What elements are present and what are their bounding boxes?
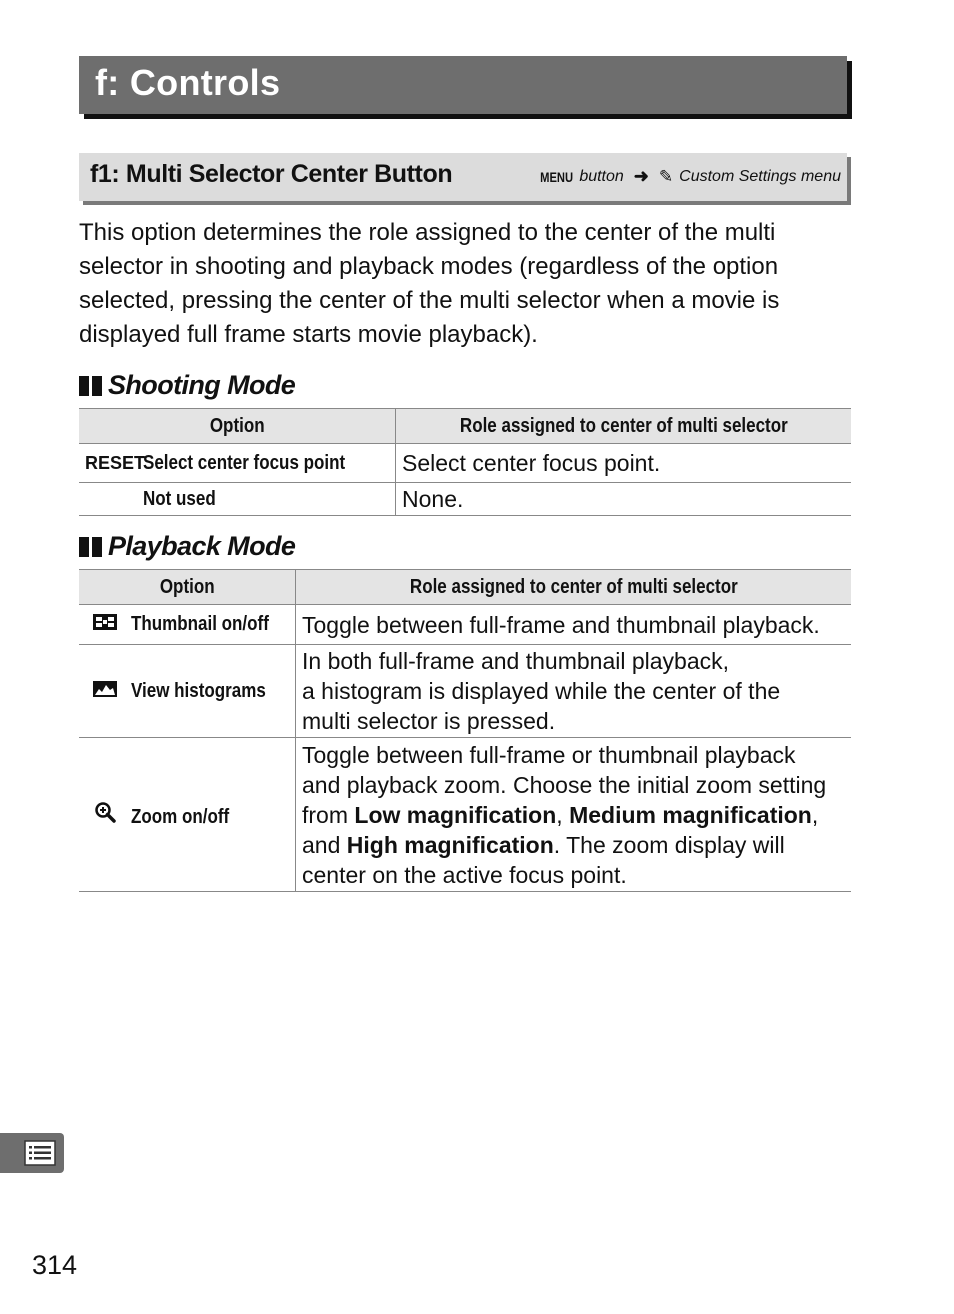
button-text: button (579, 167, 624, 185)
option-label: Not used (143, 487, 216, 510)
shooting-mode-table (79, 408, 851, 516)
role-cell: Toggle between full-frame or thumbnail playback and playback zoom. Choose the initial zoom setting from Low magnification, Medium magnification, and High magnification. The zoom display will center on the active focus point. (296, 738, 852, 892)
menu-button-label: MENU (540, 168, 574, 185)
playback-mode-heading (79, 531, 295, 562)
page-header (79, 56, 847, 114)
menu-path (536, 166, 841, 187)
option-label: Zoom on/off (131, 805, 230, 828)
option-cell (79, 444, 396, 483)
thumbnail-icon (79, 614, 131, 635)
heading-marker-icon (79, 537, 102, 557)
column-header-role: Role assigned to center of multi selector (396, 409, 852, 444)
page-number: 314 (32, 1250, 78, 1280)
shooting-mode-heading (79, 370, 295, 401)
option-label: Thumbnail on/off (131, 613, 269, 635)
role-cell: None. (396, 483, 852, 516)
table-row (79, 444, 851, 483)
option-cell (79, 483, 396, 516)
reset-icon: RESET (85, 452, 146, 473)
role-cell: In both full-frame and thumbnail playback, a histogram is displayed while the center of the multi selector is pressed. (296, 645, 852, 738)
role-cell: Select center focus point. (396, 444, 852, 483)
menu-list-icon (0, 1133, 64, 1173)
intro-paragraph: This option determines the role assigned to the center of the multi selector in shooting and playback modes (regardless of the option selected, pressing the center of the multi selector when a movie is displayed full frame starts movie playback). (79, 219, 780, 348)
low-magnification: Low magnification (354, 801, 557, 828)
medium-magnification: Medium magnification (569, 801, 812, 828)
role-cell: Toggle between full-frame and thumbnail playback. (296, 605, 852, 645)
table-row (79, 605, 851, 645)
table-header-row (79, 570, 851, 605)
table-header-row (79, 409, 851, 444)
high-magnification: High magnification (346, 831, 554, 858)
section-title: f1: Multi Selector Center Button (90, 160, 453, 188)
pencil-icon: ✎ (658, 166, 674, 186)
table-row (79, 645, 851, 738)
playback-mode-table (79, 569, 851, 892)
histogram-icon (79, 681, 131, 702)
column-header-option: Option (79, 570, 296, 605)
table-row (79, 738, 851, 892)
column-header-option: Option (79, 409, 396, 444)
option-cell (79, 605, 296, 645)
column-header-role: Role assigned to center of multi selector (296, 570, 852, 605)
option-cell (79, 645, 296, 738)
option-label: Select center focus point (143, 451, 346, 474)
option-label: View histograms (131, 679, 266, 702)
page-title: f: Controls (95, 62, 281, 103)
heading-marker-icon (79, 376, 102, 396)
zoom-icon (79, 801, 131, 828)
arrow-icon: ➜ (633, 166, 649, 186)
menu-name: Custom Settings menu (679, 167, 841, 185)
section-header (79, 153, 847, 201)
option-cell (79, 738, 296, 892)
shooting-mode-title: Shooting Mode (108, 370, 296, 400)
playback-mode-title: Playback Mode (108, 531, 296, 561)
table-row (79, 483, 851, 516)
